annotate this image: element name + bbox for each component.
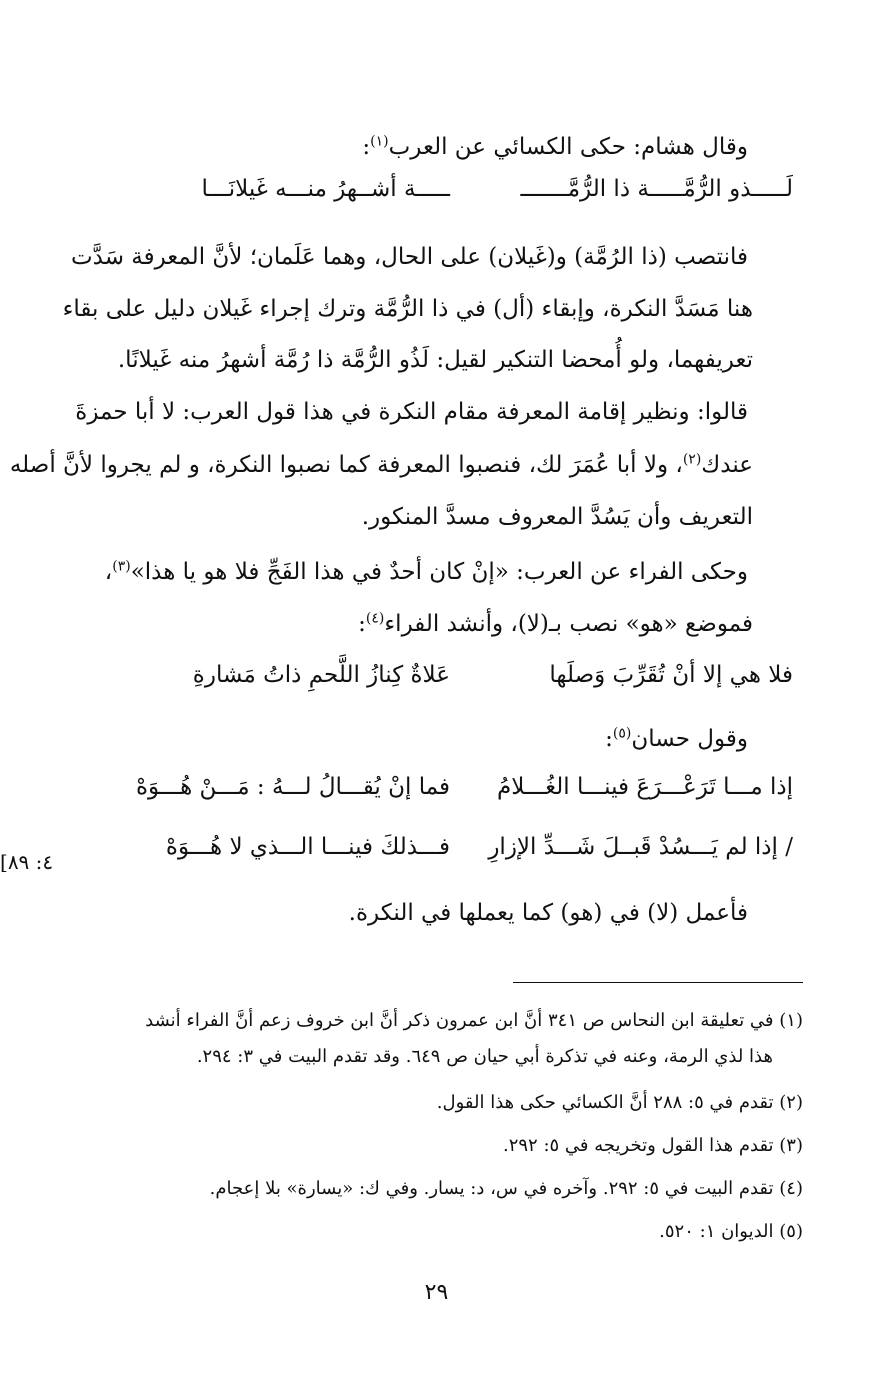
paragraph-line: فانتصب (ذا الرُمَّة) و(غَيلان) على الحال، وهما عَلَمان؛ لأنَّ المعرفة سَدَّت	[70, 244, 748, 270]
paragraph-hisham	[130, 130, 748, 164]
paragraph-line: فأعمل (لا) في (هو) كما يعملها في النكرة.	[348, 900, 748, 926]
footnote-ref-3: (٣)	[112, 558, 131, 575]
paragraph-line: التعريف وأن يَسُدَّ المعروف مسدَّ المنكور.	[361, 504, 753, 530]
paragraph-line: قالوا: ونظير إقامة المعرفة مقام النكرة في هذا قول العرب: لا أبا حمزةَ	[75, 399, 748, 425]
footnote-1-line-1: (١) في تعليقة ابن النحاس ص ٣٤١ أنَّ ابن عمرون ذكر أنَّ ابن خروف زعم أنَّ الفراء أنشد	[145, 1010, 803, 1031]
verse-1-second-hemistich: ـــــة أشــهرُ منـــه غَيلانَـــا	[201, 176, 450, 202]
footnote-5: (٥) الديوان ١: ٥٢٠.	[659, 1221, 803, 1242]
verse-4-second-hemistich: فـــذلكَ فينـــا الـــذي لا هُـــوَهْ	[165, 834, 450, 860]
verse-2-first-hemistich: فلا هي إلا أنْ تُقَرِّبَ وَصلَها	[549, 662, 793, 688]
verse-3-second-hemistich: فما إنْ يُقـــالُ لـــهُ : مَـــنْ هُـــوَهْ	[135, 774, 450, 800]
p4-text-b: ،	[104, 559, 113, 585]
footnote-2: (٢) تقدم في ٥: ٢٨٨ أنَّ الكسائي حكى هذا القول.	[436, 1092, 803, 1113]
footnote-ref-5: (٥)	[612, 725, 632, 742]
p4-text-d: :	[358, 611, 366, 637]
paragraph-line	[104, 555, 748, 589]
p3-text-a: عندك	[701, 452, 753, 478]
paragraph-line: هنا مَسَدَّ النكرة، وإبقاء (أل) في ذا الرُّمَّة وترك إجراء غَيلان دليل على بقاء	[62, 296, 753, 322]
verse-4-first-hemistich: / إذا لم يَـــسُدْ قَبــلَ شَـــدِّ الإزارِ	[488, 834, 793, 860]
footnote-separator	[513, 982, 803, 983]
p4-text-a: وحكى الفراء عن العرب: «إنْ كان أحدٌ في هذا الفَجِّ فلا هو يا هذا»	[130, 559, 748, 585]
paragraph-line	[130, 607, 753, 641]
p3-text-b: ، ولا أبا عُمَرَ لك، فنصبوا المعرفة كما نصبوا النكرة، و لم يجروا لأنَّ أصله	[9, 452, 683, 478]
margin-reference: [٤: ٨٩	[0, 850, 54, 874]
footnote-4: (٤) تقدم البيت في ٥: ٢٩٢. وآخره في س، د: يسار. وفي ك: «يسارة» بلا إعجام.	[209, 1178, 803, 1199]
hisham-colon: :	[362, 134, 371, 160]
paragraph-hassan	[130, 722, 748, 756]
footnote-3: (٣) تقدم هذا القول وتخريجه في ٥: ٢٩٢.	[502, 1135, 803, 1156]
hassan-colon: :	[605, 726, 613, 752]
hisham-text: وقال هشام: حكى الكسائي عن العرب	[388, 134, 748, 160]
paragraph-line	[9, 448, 753, 482]
verse-2-second-hemistich: عَلاةٌ كِنازُ اللَّحمِ ذاتُ مَشارةِ	[192, 662, 450, 688]
verse-3-first-hemistich: إذا مـــا تَرَعْـــرَعَ فينـــا الغُـــلامُ	[496, 774, 793, 800]
footnote-ref-4: (٤)	[365, 610, 385, 627]
footnote-ref-1: (١)	[370, 133, 389, 150]
p4-text-c: فموضع «هو» نصب بـ(لا)، وأنشد الفراء	[384, 611, 753, 637]
paragraph-line: تعريفهما، ولو أُمحضا التنكير لقيل: لَذُو الرُّمَّة ذا رُمَّة أشهرُ منه غَيلانًا.	[117, 347, 753, 373]
verse-1-first-hemistich: لَـــــذو الرُّمَّـــــة ذا الرُّمَّـــــــ	[520, 176, 793, 202]
hassan-text: وقول حسان	[631, 726, 748, 752]
page-number: ٢٩	[424, 1280, 449, 1305]
footnote-ref-2: (٢)	[682, 451, 702, 468]
footnote-1-line-2: هذا لذي الرمة، وعنه في تذكرة أبي حيان ص ٦٤٩. وقد تقدم البيت في ٣: ٢٩٤.	[196, 1046, 773, 1067]
